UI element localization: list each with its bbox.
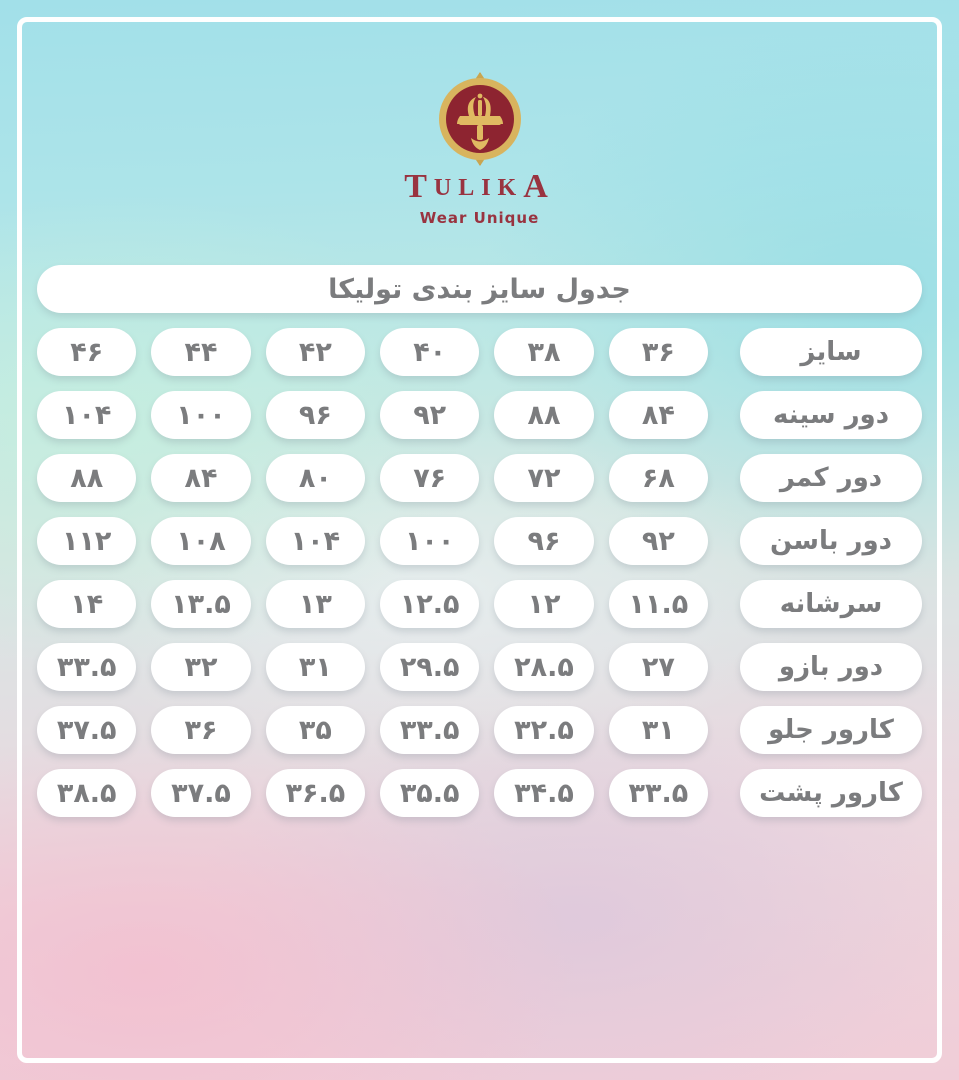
size-value-pill: ۸۸ bbox=[494, 391, 593, 439]
size-value-pill: ۸۸ bbox=[37, 454, 136, 502]
size-chart-title: جدول سایز بندی تولیکا bbox=[328, 273, 631, 305]
size-value-pill: ۳۱ bbox=[609, 706, 708, 754]
table-row bbox=[37, 328, 922, 376]
size-value-pill: ۹۲ bbox=[380, 391, 479, 439]
row-label-pill: دور سینه bbox=[740, 391, 922, 439]
size-value-pill: ۲۷ bbox=[609, 643, 708, 691]
size-value-pill: ۹۶ bbox=[494, 517, 593, 565]
size-value-pill: ۱۰۴ bbox=[266, 517, 365, 565]
size-value-pill: ۳۶ bbox=[609, 328, 708, 376]
size-value-pill: ۱۱.۵ bbox=[609, 580, 708, 628]
table-row bbox=[37, 454, 922, 502]
size-value-pill: ۸۰ bbox=[266, 454, 365, 502]
size-value-pill: ۴۰ bbox=[380, 328, 479, 376]
table-row bbox=[37, 391, 922, 439]
size-chart-title-pill bbox=[37, 265, 922, 313]
table-row bbox=[37, 706, 922, 754]
size-value-pill: ۸۴ bbox=[609, 391, 708, 439]
size-value-pill: ۳۱ bbox=[266, 643, 365, 691]
size-value-pill: ۱۴ bbox=[37, 580, 136, 628]
row-label-pill: دور باسن bbox=[740, 517, 922, 565]
size-value-pill: ۳۷.۵ bbox=[151, 769, 250, 817]
size-value-pill: ۱۰۰ bbox=[380, 517, 479, 565]
row-label-pill: سایز bbox=[740, 328, 922, 376]
size-value-pill: ۱۲ bbox=[494, 580, 593, 628]
size-value-pill: ۴۶ bbox=[37, 328, 136, 376]
size-value-pill: ۱۲.۵ bbox=[380, 580, 479, 628]
table-row bbox=[37, 580, 922, 628]
table-row bbox=[37, 517, 922, 565]
row-label-pill: سرشانه bbox=[740, 580, 922, 628]
size-value-pill: ۳۵ bbox=[266, 706, 365, 754]
size-value-pill: ۳۷.۵ bbox=[37, 706, 136, 754]
size-table bbox=[37, 328, 922, 817]
size-value-pill: ۳۶ bbox=[151, 706, 250, 754]
size-value-pill: ۴۲ bbox=[266, 328, 365, 376]
size-value-pill: ۱۰۸ bbox=[151, 517, 250, 565]
size-value-pill: ۱۰۴ bbox=[37, 391, 136, 439]
size-value-pill: ۱۰۰ bbox=[151, 391, 250, 439]
wordmark-letter-t: T bbox=[404, 168, 434, 205]
size-value-pill: ۱۱۲ bbox=[37, 517, 136, 565]
brand-tagline: Wear Unique bbox=[419, 209, 540, 227]
size-value-pill: ۴۴ bbox=[151, 328, 250, 376]
size-value-pill: ۳۸.۵ bbox=[37, 769, 136, 817]
row-label-pill: دور کمر bbox=[740, 454, 922, 502]
size-value-pill: ۹۲ bbox=[609, 517, 708, 565]
wordmark-letter-a: A bbox=[523, 168, 555, 205]
size-value-pill: ۲۹.۵ bbox=[380, 643, 479, 691]
size-value-pill: ۳۶.۵ bbox=[266, 769, 365, 817]
size-value-pill: ۷۲ bbox=[494, 454, 593, 502]
size-value-pill: ۶۸ bbox=[609, 454, 708, 502]
size-value-pill: ۳۸ bbox=[494, 328, 593, 376]
brand-logo-block bbox=[0, 72, 959, 227]
row-label-pill: کارور پشت bbox=[740, 769, 922, 817]
tulika-emblem-icon bbox=[429, 72, 531, 166]
row-label-pill: دور بازو bbox=[740, 643, 922, 691]
size-value-pill: ۳۳.۵ bbox=[609, 769, 708, 817]
size-value-pill: ۳۳.۵ bbox=[380, 706, 479, 754]
size-value-pill: ۱۳.۵ bbox=[151, 580, 250, 628]
brand-wordmark bbox=[0, 170, 959, 204]
row-label-pill: کارور جلو bbox=[740, 706, 922, 754]
size-value-pill: ۳۲.۵ bbox=[494, 706, 593, 754]
size-value-pill: ۱۳ bbox=[266, 580, 365, 628]
size-value-pill: ۲۸.۵ bbox=[494, 643, 593, 691]
size-value-pill: ۳۳.۵ bbox=[37, 643, 136, 691]
size-value-pill: ۸۴ bbox=[151, 454, 250, 502]
size-value-pill: ۳۲ bbox=[151, 643, 250, 691]
size-value-pill: ۷۶ bbox=[380, 454, 479, 502]
wordmark-letters-mid: ULIK bbox=[433, 175, 524, 201]
table-row bbox=[37, 643, 922, 691]
size-value-pill: ۳۴.۵ bbox=[494, 769, 593, 817]
size-value-pill: ۹۶ bbox=[266, 391, 365, 439]
table-row bbox=[37, 769, 922, 817]
size-value-pill: ۳۵.۵ bbox=[380, 769, 479, 817]
